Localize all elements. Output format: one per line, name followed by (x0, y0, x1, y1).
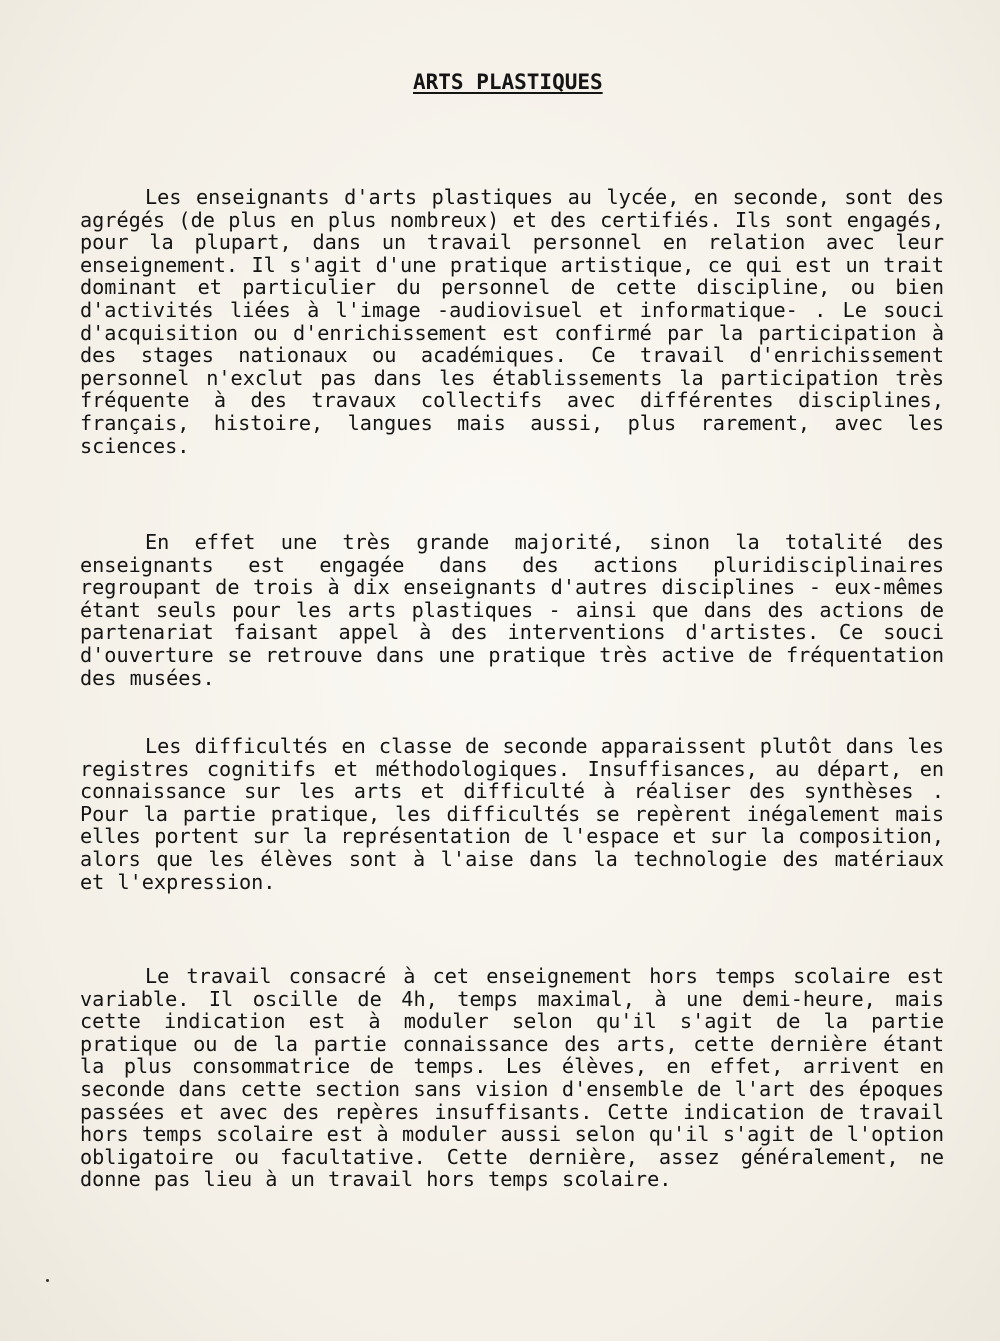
paragraph-homework: Le travail consacré à cet enseignement hors temps scolaire est variable. Il oscille de 4h, temps maximal, à une demi-heure, mais cette indication est à moduler selon qu'il s'agit de la partie pratique ou de la partie connaissance des arts, cette dernière étant la plus consommatrice de temps. Les élèves, en effet, arrivent en seconde dans cette section sans vision d'ensemble de l'art des époques passées et avec des repères insuffisants. Cette indication de travail hors temps scolaire est à moduler aussi selon qu'il s'agit de l'option obligatoire ou facultative. Cette dernière, assez généralement, ne donne pas lieu à un travail hors temps scolaire. (80, 964, 944, 1192)
paragraph-teachers: Les enseignants d'arts plastiques au lycée, en seconde, sont des agrégés (de plus en plus nombreux) et des certifiés. Ils sont engagés, pour la plupart, dans un travail personnel en relation avec leur enseignement. Il s'agit d'une pratique artistique, ce qui est un trait dominant et particulier du personnel de cette discipline, ou bien d'activités liées à l'image -audiovisuel et informatique- . Le souci d'acquisition ou d'enrichissement est confirmé par la participation à des stages nationaux ou académiques. Ce travail d'enrichissement personnel n'exclut pas dans les établissements la participation très fréquente à des travaux collectifs avec différentes disciplines, français, histoire, langues mais aussi, plus rarement, avec les sciences. (80, 185, 944, 458)
page-title: ARTS PLASTIQUES (413, 70, 603, 94)
paragraph-interdisciplinary: En effet une très grande majorité, sinon la totalité des enseignants est engagée dans des actions pluridisciplinaires regroupant de trois à dix enseignants d'autres disciplines - eux-mêmes étant seuls pour les arts plastiques - ainsi que dans des actions de partenariat faisant appel à des interventions d'artistes. Ce souci d'ouverture se retrouve dans une pratique très active de fréquentation des musées. (80, 530, 944, 690)
stray-ink-dot (46, 1279, 49, 1282)
paragraph-difficulties: Les difficultés en classe de seconde apparaissent plutôt dans les registres cognitifs et méthodologiques. Insuffisances, au départ, en connaissance sur les arts et difficulté à réaliser des synthèses . Pour la partie pratique, les difficultés se repèrent inégalement mais elles portent sur la représentation de l'espace et sur la composition, alors que les élèves sont à l'aise dans la technologie des matériaux et l'expression. (80, 734, 945, 894)
